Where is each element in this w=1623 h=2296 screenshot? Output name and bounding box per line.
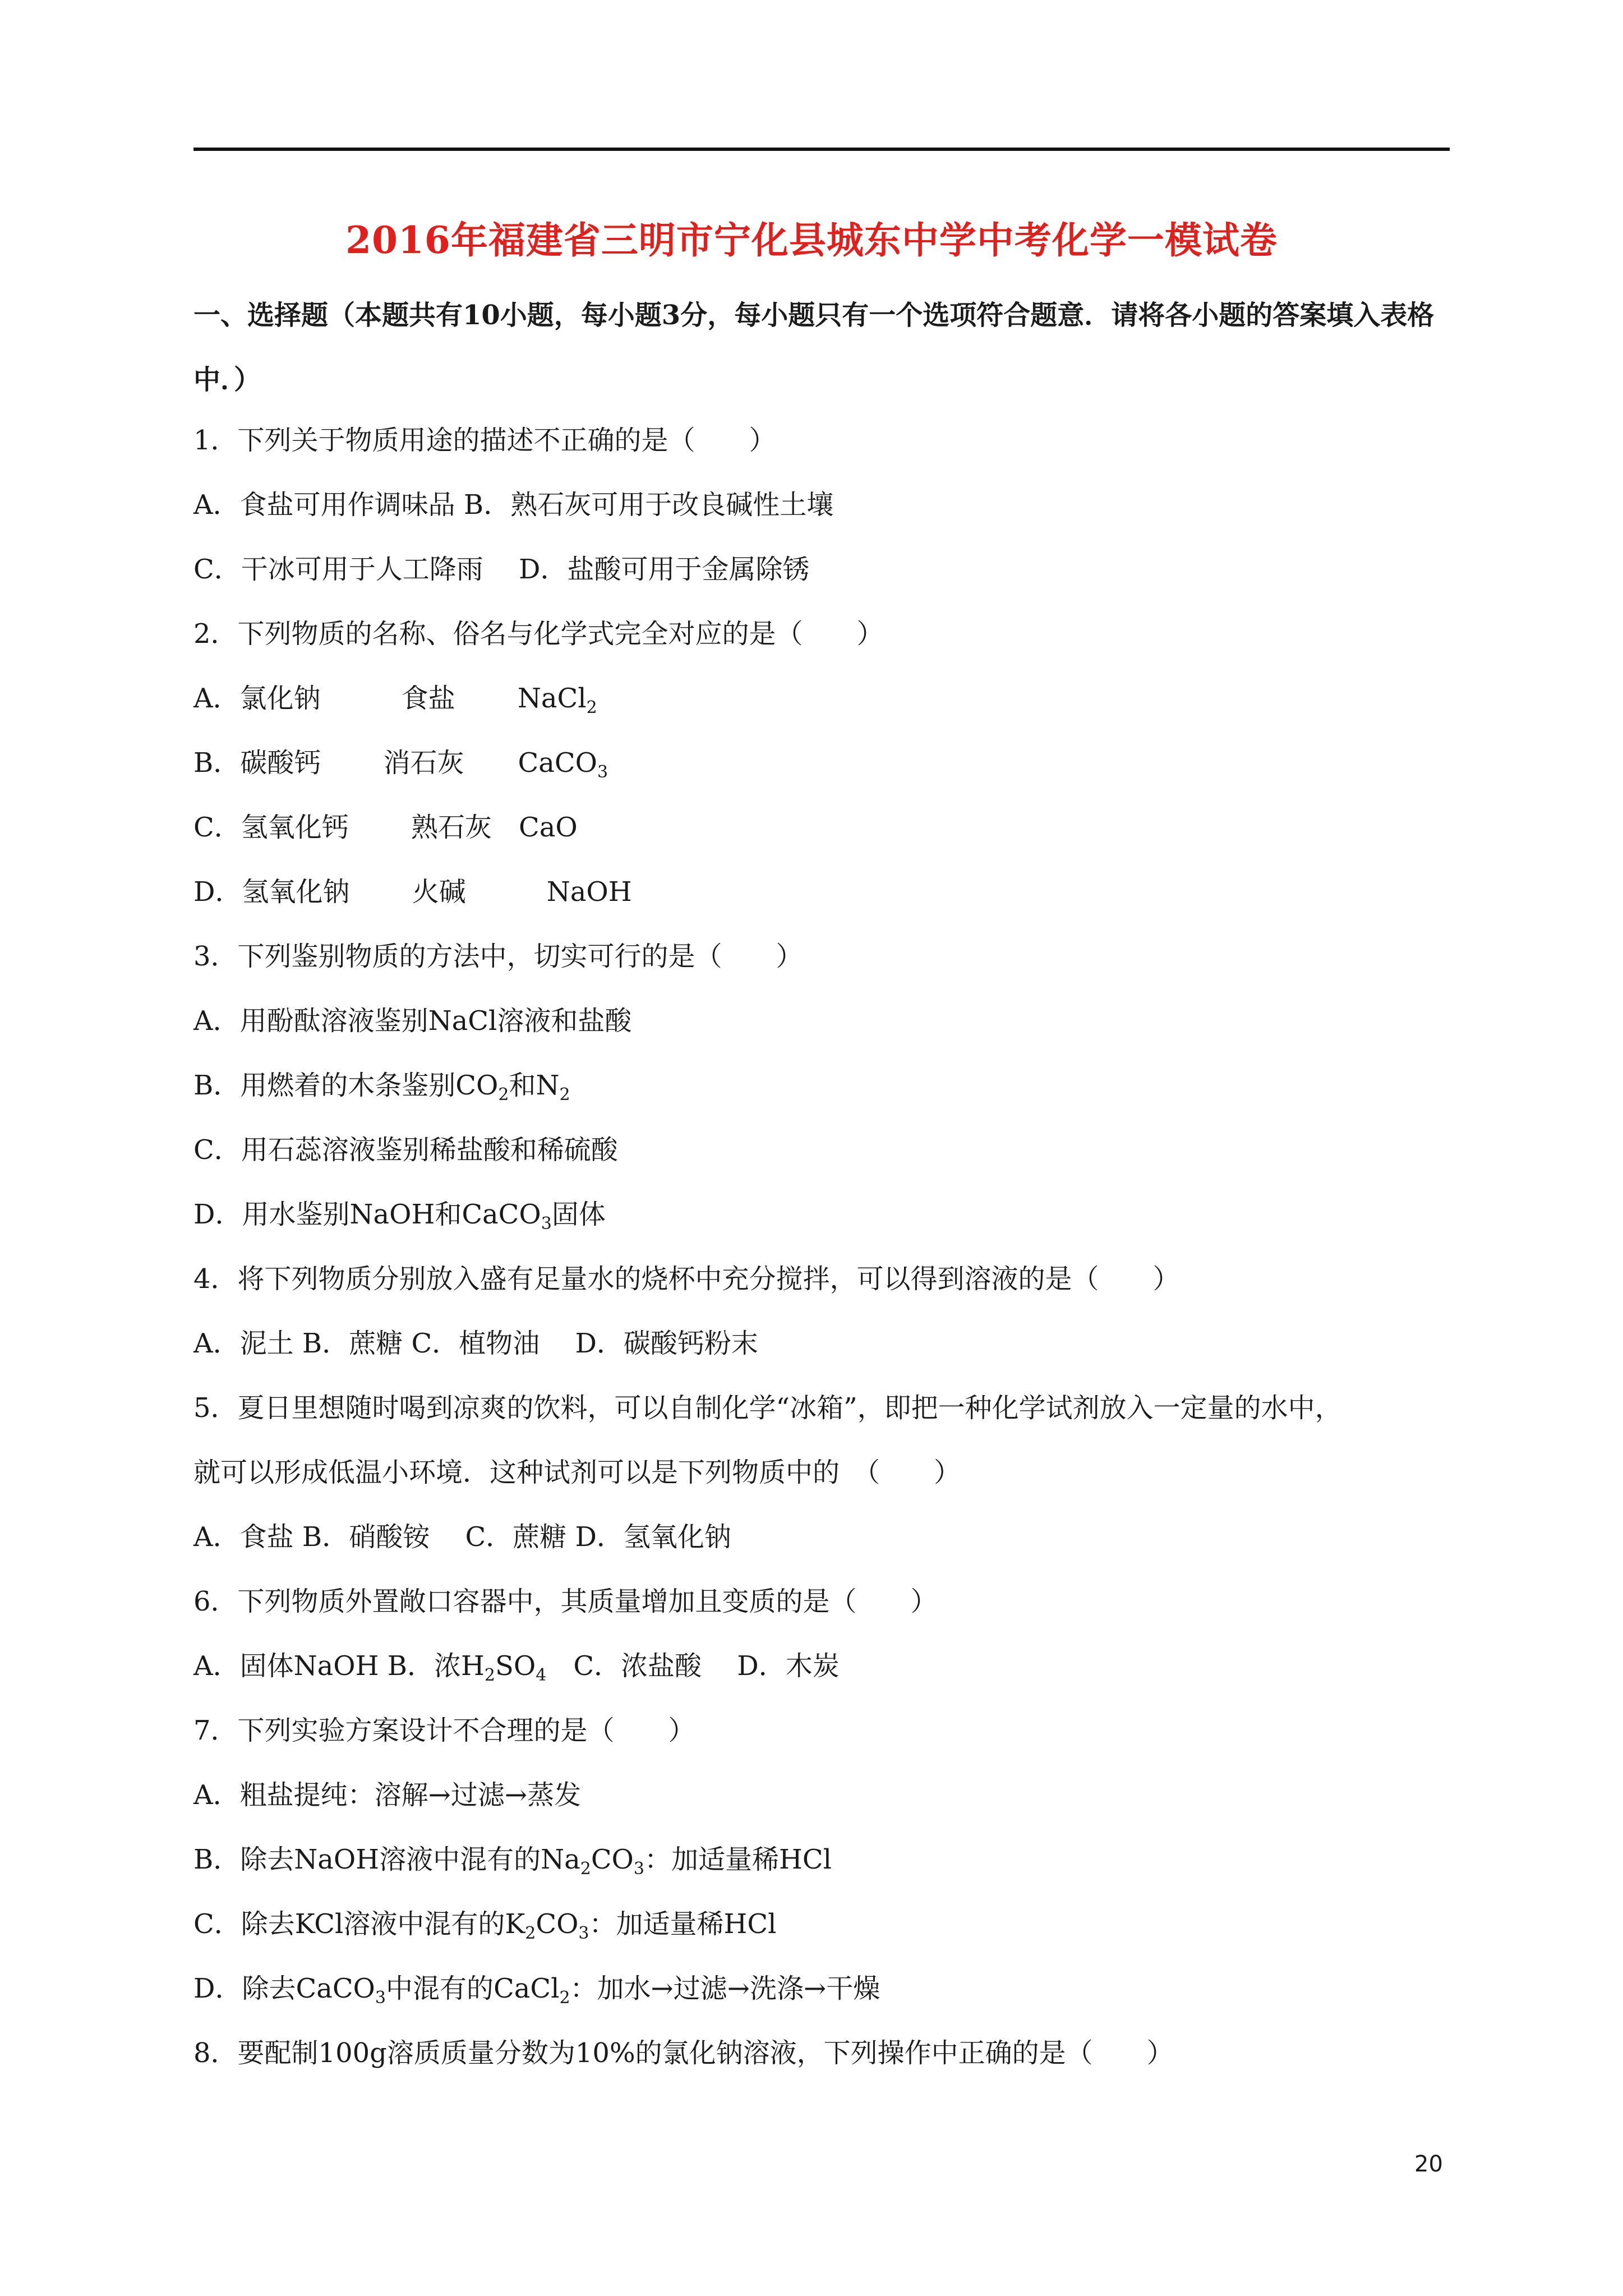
question-6-options [193,1649,840,1692]
section-heading: 一、选择题（本题共有10小题，每小题3分，每小题只有一个选项符合题意．请将各小题的答案填入表格中．） [193,300,1435,395]
subscript: 3 [541,1214,552,1234]
question-1-options-cd: C．干冰可用于人工降雨 D．盐酸可用于金属除锈 [193,554,810,585]
option-text: C．浓盐酸 D．木炭 [546,1650,840,1682]
option-text: D．用水鉴别NaOH和CaCO [193,1199,541,1230]
option-text: A．氯化钠 食盐 NaCl [193,683,587,714]
question-3-option-a: A．用酚酞溶液鉴别NaCl溶液和盐酸 [193,1005,632,1037]
page-number: 20 [1414,2151,1443,2177]
header-rule [193,148,1450,151]
subscript: 2 [586,698,597,717]
subscript: 2 [525,1924,536,1943]
option-text: B．碳酸钙 消石灰 CaCO [193,747,597,779]
subscript: 2 [559,1988,570,2008]
option-text: CO [591,1844,634,1875]
subscript: 4 [536,1665,547,1685]
question-2-option-c: C．氢氧化钙 熟石灰 CaO [193,812,578,843]
question-7-option-c [193,1907,776,1950]
question-5-stem-line-2: 就可以形成低温小环境．这种试剂可以是下列物质中的 （ ） [193,1457,961,1488]
option-text: 固体 [551,1199,606,1230]
question-8-stem: 8．要配制100g溶质质量分数为10%的氯化钠溶液，下列操作中正确的是（ ） [193,2037,1174,2069]
option-text: ：加水→过滤→洗涤→干燥 [570,1973,880,2004]
question-2-option-d: D．氢氧化钠 火碱 NaOH [193,876,632,908]
option-text: B．除去NaOH溶液中混有的Na [193,1844,580,1875]
question-4-options: A．泥土 B．蔗糖 C．植物油 D．碳酸钙粉末 [193,1328,758,1359]
subscript: 2 [484,1665,495,1685]
subscript: 3 [633,1859,644,1879]
subscript: 3 [578,1924,589,1943]
question-5-stem-line-1: 5．夏日里想随时喝到凉爽的饮料，可以自制化学“冰箱”，即把一种化学试剂放入一定量的水中， [193,1392,1342,1424]
subscript: 3 [597,762,608,782]
question-1-options-ab: A．食盐可用作调味品 B．熟石灰可用于改良碱性土壤 [193,489,834,521]
question-3-option-b [193,1069,570,1112]
question-7-stem: 7．下列实验方案设计不合理的是（ ） [193,1715,695,1746]
option-text: D．除去CaCO [193,1973,375,2004]
question-2-option-a [193,682,597,725]
question-6-stem: 6．下列物质外置敞口容器中，其质量增加且变质的是（ ） [193,1586,938,1617]
question-1-stem: 1．下列关于物质用途的描述不正确的是（ ） [193,425,776,456]
subscript: 2 [498,1085,509,1105]
question-2-option-b [193,746,608,789]
subscript: 2 [559,1085,570,1105]
question-4-stem: 4．将下列物质分别放入盛有足量水的烧杯中充分搅拌，可以得到溶液的是（ ） [193,1263,1180,1295]
question-3-option-c: C．用石蕊溶液鉴别稀盐酸和稀硫酸 [193,1134,618,1166]
option-text: 和N [509,1070,560,1101]
option-text: 中混有的CaCl [386,1973,560,2004]
question-7-option-b [193,1843,832,1886]
question-3-option-d [193,1198,606,1241]
question-5-options: A．食盐 B．硝酸铵 C．蔗糖 D．氢氧化钠 [193,1521,731,1553]
option-text: C．除去KCl溶液中混有的K [193,1908,525,1940]
question-3-stem: 3．下列鉴别物质的方法中，切实可行的是（ ） [193,941,803,972]
option-text: ：加适量稀HCl [589,1908,777,1940]
question-2-stem: 2．下列物质的名称、俗名与化学式完全对应的是（ ） [193,618,884,650]
subscript: 2 [580,1859,591,1879]
question-7-option-a: A．粗盐提纯：溶解→过滤→蒸发 [193,1779,582,1811]
question-7-option-d [193,1972,880,2015]
option-text: A．固体NaOH B．浓H [193,1650,485,1682]
option-text: B．用燃着的木条鉴别CO [193,1070,499,1101]
subscript: 3 [375,1988,386,2008]
option-text: CO [536,1908,579,1940]
page-title: 2016年福建省三明市宁化县城东中学中考化学一模试卷 [345,218,1278,262]
option-text: ：加适量稀HCl [644,1844,832,1875]
option-text: SO [495,1650,536,1682]
